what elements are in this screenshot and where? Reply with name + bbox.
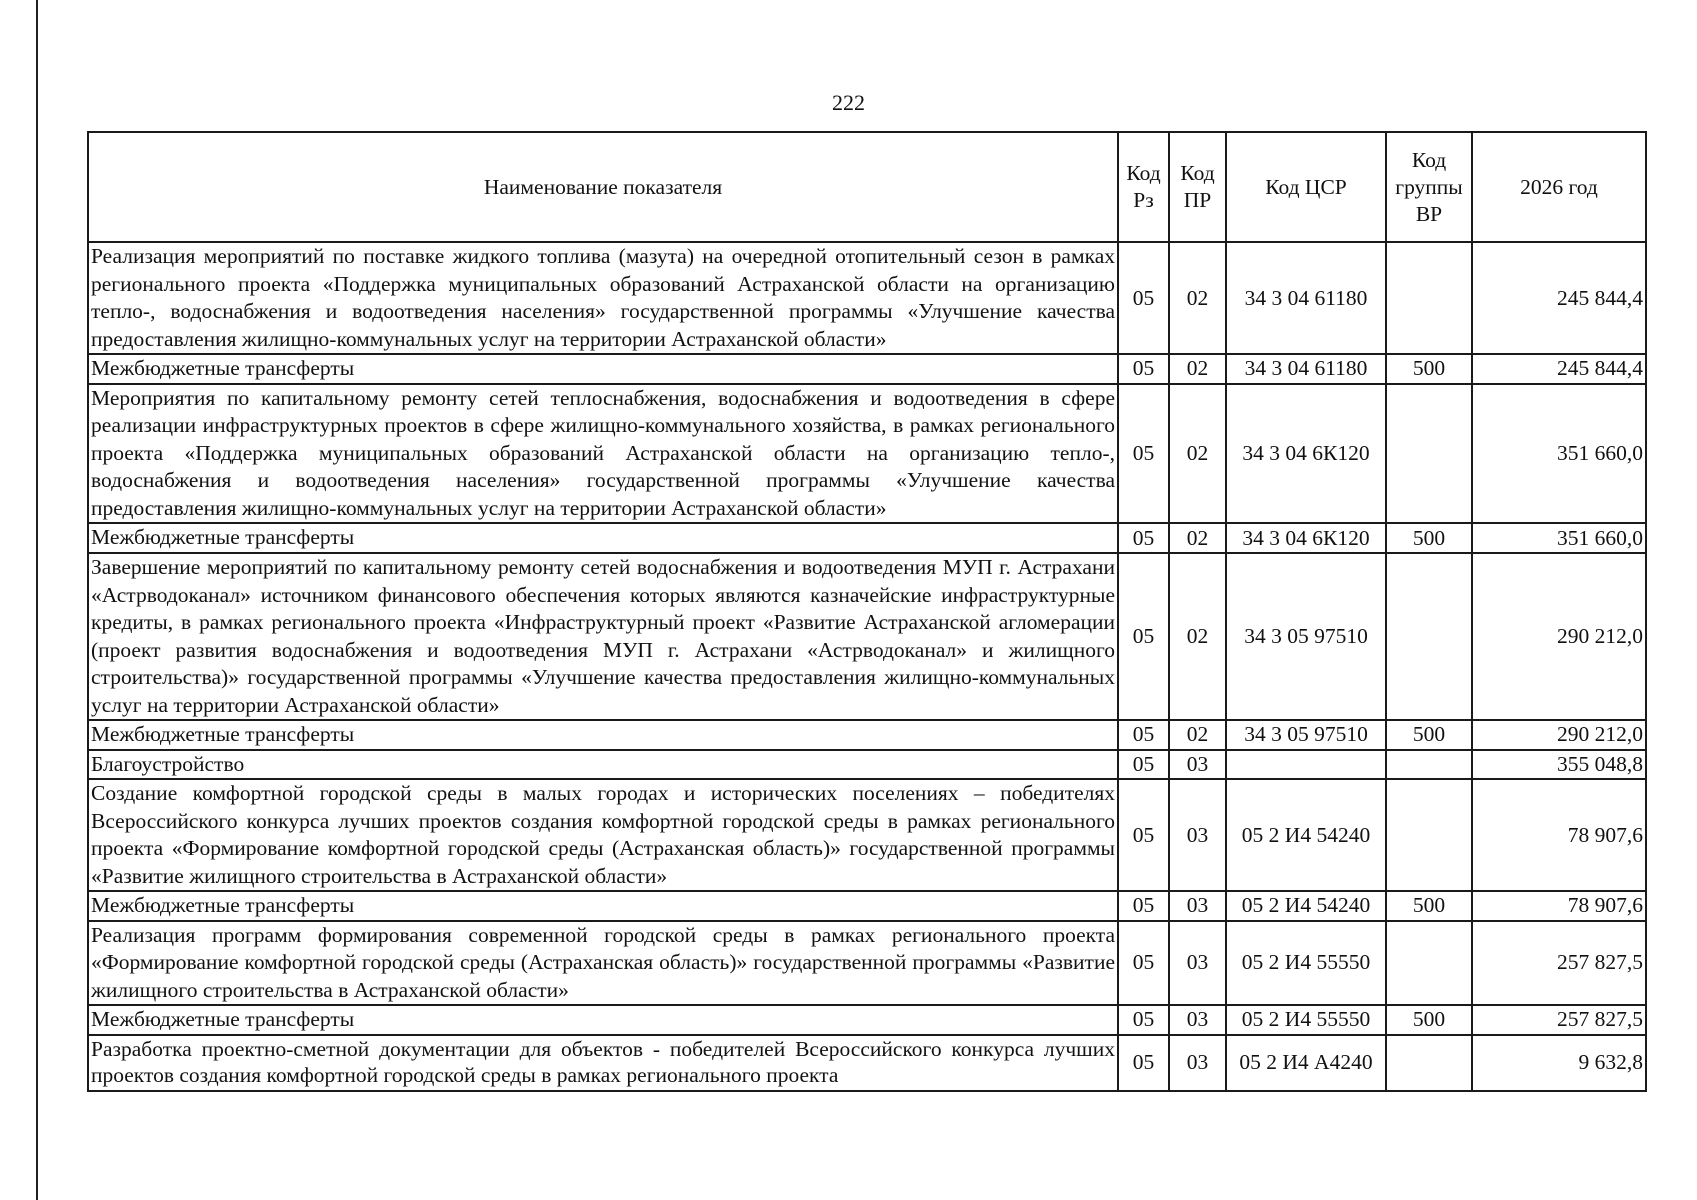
row-name: Реализация мероприятий по поставке жидкого топлива (мазута) на очередной отопительный сезон в рамках регионального проекта «Поддержка муниципальных образований Астраханской области на организацию тепло-, водоснабжения и водоотведения населения» государственной программы «Улучшение качества предоставления жилищно-коммунальных услуг на территории Астраханской области» xyxy=(88,242,1118,354)
row-pr: 03 xyxy=(1169,921,1226,1006)
row-vr xyxy=(1386,1035,1472,1091)
row-vr xyxy=(1386,779,1472,891)
row-csr: 05 2 И4 54240 xyxy=(1226,779,1386,891)
row-name: Реализация программ формирования современной городской среды в рамках регионального проекта «Формирование комфортной городской среды (Астраханская область)» государственной программы «Развитие жилищного строительства в Астраханской области» xyxy=(88,921,1118,1006)
table-row xyxy=(88,720,1646,750)
row-vr: 500 xyxy=(1386,720,1472,750)
row-name: Межбюджетные трансферты xyxy=(88,720,1118,750)
row-pr: 02 xyxy=(1169,553,1226,720)
row-csr: 05 2 И4 54240 xyxy=(1226,891,1386,921)
table-row xyxy=(88,354,1646,384)
header-year: 2026 год xyxy=(1472,132,1646,242)
row-rz: 05 xyxy=(1118,242,1169,354)
row-pr: 03 xyxy=(1169,750,1226,780)
row-csr: 34 3 04 6К120 xyxy=(1226,523,1386,553)
row-name: Благоустройство xyxy=(88,750,1118,780)
table-row xyxy=(88,1035,1646,1091)
table-row xyxy=(88,921,1646,1006)
table-row xyxy=(88,553,1646,720)
row-amount: 290 212,0 xyxy=(1472,720,1646,750)
row-rz: 05 xyxy=(1118,553,1169,720)
row-amount: 245 844,4 xyxy=(1472,242,1646,354)
row-amount: 351 660,0 xyxy=(1472,384,1646,524)
row-vr xyxy=(1386,750,1472,780)
header-name: Наименование показателя xyxy=(88,132,1118,242)
row-rz: 05 xyxy=(1118,720,1169,750)
row-csr: 34 3 04 61180 xyxy=(1226,354,1386,384)
table-row xyxy=(88,750,1646,780)
row-amount: 9 632,8 xyxy=(1472,1035,1646,1091)
row-vr: 500 xyxy=(1386,523,1472,553)
row-amount: 290 212,0 xyxy=(1472,553,1646,720)
row-csr: 05 2 И4 55550 xyxy=(1226,1005,1386,1035)
row-rz: 05 xyxy=(1118,354,1169,384)
left-margin-rule xyxy=(36,0,38,1200)
row-amount: 257 827,5 xyxy=(1472,921,1646,1006)
row-csr: 34 3 05 97510 xyxy=(1226,553,1386,720)
row-vr xyxy=(1386,553,1472,720)
table-row xyxy=(88,1005,1646,1035)
header-csr: Код ЦСР xyxy=(1226,132,1386,242)
header-pr: Код ПР xyxy=(1169,132,1226,242)
row-rz: 05 xyxy=(1118,1005,1169,1035)
row-name: Завершение мероприятий по капитальному ремонту сетей водоснабжения и водоотведения МУП г. Астрахани «Астрводоканал» источником финансового обеспечения которых являются казначейские инфраструктурные кредиты, в рамках регионального проекта «Инфраструктурный проект «Развитие Астраханской агломерации (проект развития водоснабжения и водоотведения МУП г. Астрахани «Астрводоканал» и жилищного строительства)» государственной программы «Улучшение качества предоставления жилищно-коммунальных услуг на территории Астраханской области» xyxy=(88,553,1118,720)
row-csr xyxy=(1226,750,1386,780)
row-pr: 03 xyxy=(1169,891,1226,921)
row-csr: 05 2 И4 А4240 xyxy=(1226,1035,1386,1091)
row-amount: 257 827,5 xyxy=(1472,1005,1646,1035)
row-name: Межбюджетные трансферты xyxy=(88,891,1118,921)
budget-table xyxy=(87,131,1647,1092)
row-amount: 355 048,8 xyxy=(1472,750,1646,780)
table-row xyxy=(88,891,1646,921)
row-pr: 03 xyxy=(1169,1035,1226,1091)
row-rz: 05 xyxy=(1118,1035,1169,1091)
row-name: Межбюджетные трансферты xyxy=(88,523,1118,553)
row-csr: 34 3 04 6К120 xyxy=(1226,384,1386,524)
row-vr xyxy=(1386,242,1472,354)
table-row xyxy=(88,242,1646,354)
table-row xyxy=(88,523,1646,553)
row-vr xyxy=(1386,921,1472,1006)
row-pr: 03 xyxy=(1169,779,1226,891)
row-rz: 05 xyxy=(1118,384,1169,524)
row-name: Создание комфортной городской среды в малых городах и исторических поселениях – победителях Всероссийского конкурса лучших проектов создания комфортной городской среды в рамках регионального проекта «Формирование комфортной городской среды (Астраханская область)» государственной программы «Развитие жилищного строительства в Астраханской области» xyxy=(88,779,1118,891)
row-amount: 245 844,4 xyxy=(1472,354,1646,384)
row-csr: 05 2 И4 55550 xyxy=(1226,921,1386,1006)
row-rz: 05 xyxy=(1118,921,1169,1006)
row-pr: 03 xyxy=(1169,1005,1226,1035)
row-amount: 78 907,6 xyxy=(1472,779,1646,891)
row-pr: 02 xyxy=(1169,242,1226,354)
table-header-row xyxy=(88,132,1646,242)
row-rz: 05 xyxy=(1118,523,1169,553)
row-name: Межбюджетные трансферты xyxy=(88,1005,1118,1035)
row-rz: 05 xyxy=(1118,891,1169,921)
page-number: 222 xyxy=(832,90,865,115)
row-name: Межбюджетные трансферты xyxy=(88,354,1118,384)
row-csr: 34 3 05 97510 xyxy=(1226,720,1386,750)
row-name: Мероприятия по капитальному ремонту сетей теплоснабжения, водоснабжения и водоотведения в сфере реализации инфраструктурных проектов в сфере жилищно-коммунального хозяйства, в рамках регионального проекта «Поддержка муниципальных образований Астраханской области на организацию тепло-, водоснабжения и водоотведения населения» государственной программы «Улучшение качества предоставления жилищно-коммунальных услуг на территории Астраханской области» xyxy=(88,384,1118,524)
table-row xyxy=(88,384,1646,524)
row-amount: 351 660,0 xyxy=(1472,523,1646,553)
row-pr: 02 xyxy=(1169,523,1226,553)
row-vr: 500 xyxy=(1386,354,1472,384)
row-vr: 500 xyxy=(1386,1005,1472,1035)
row-name: Разработка проектно-сметной документации для объектов - победителей Всероссийского конкурса лучших проектов создания комфортной городской среды в рамках регионального проекта xyxy=(88,1035,1118,1091)
row-pr: 02 xyxy=(1169,354,1226,384)
row-vr: 500 xyxy=(1386,891,1472,921)
row-rz: 05 xyxy=(1118,750,1169,780)
table-row xyxy=(88,779,1646,891)
header-rz: Код Рз xyxy=(1118,132,1169,242)
header-vr: Код группы ВР xyxy=(1386,132,1472,242)
row-vr xyxy=(1386,384,1472,524)
row-amount: 78 907,6 xyxy=(1472,891,1646,921)
row-csr: 34 3 04 61180 xyxy=(1226,242,1386,354)
row-rz: 05 xyxy=(1118,779,1169,891)
row-pr: 02 xyxy=(1169,720,1226,750)
row-pr: 02 xyxy=(1169,384,1226,524)
